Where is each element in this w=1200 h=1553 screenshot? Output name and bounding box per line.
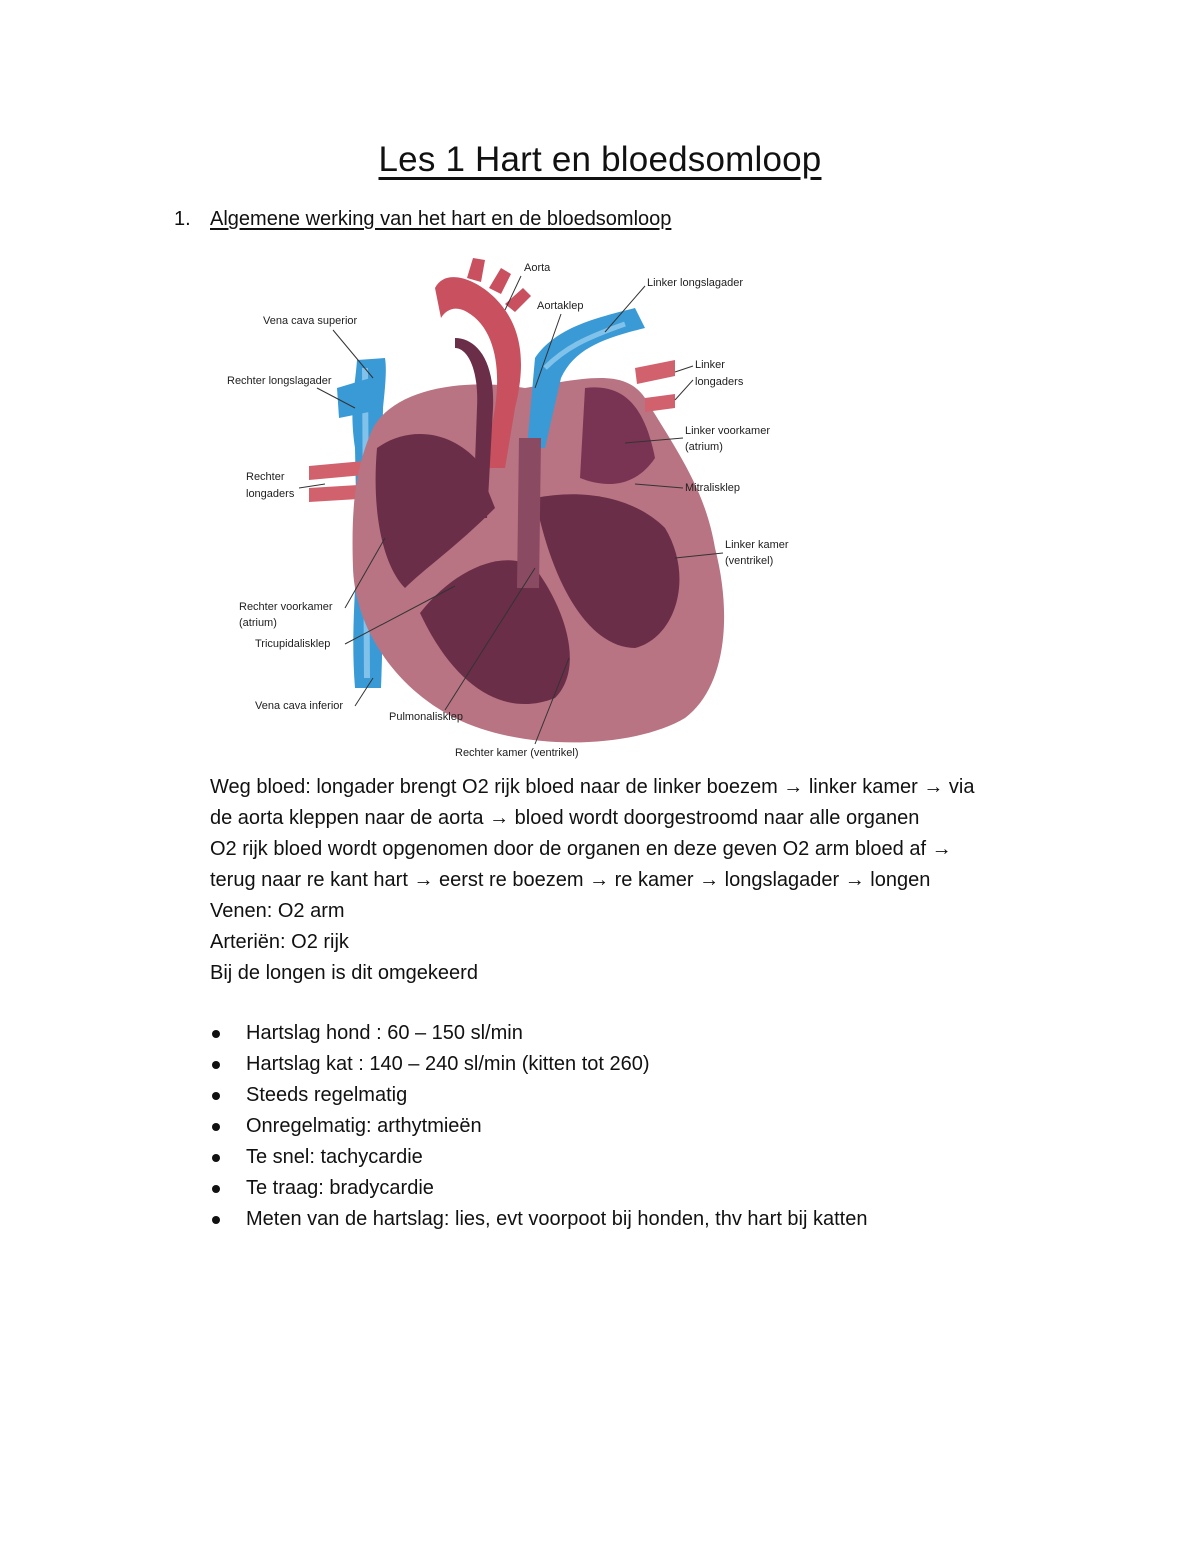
label-aorta: Aorta <box>524 262 551 274</box>
label-rechter-longaders-2: longaders <box>246 488 295 500</box>
aorta-branch-1 <box>467 258 485 282</box>
bullet-item: Meten van de hartslag: lies, evt voorpoot bij honden, thv hart bij katten <box>210 1204 867 1235</box>
paragraph-line: O2 rijk bloed wordt opgenomen door de organen en deze geven O2 arm bloed af → <box>210 838 952 860</box>
paragraph-line: terug naar re kant hart → eerst re boezem → re kamer → longslagader → longen <box>210 869 931 891</box>
section-heading <box>174 208 671 231</box>
label-vena-cava-inferior: Vena cava inferior <box>255 700 344 712</box>
label-vena-cava-superior: Vena cava superior <box>263 315 358 327</box>
paragraph-line: Venen: O2 arm <box>210 900 345 922</box>
paragraph-line: Bij de longen is dit omgekeerd <box>210 962 478 984</box>
label-rechter-voorkamer-2: (atrium) <box>239 617 277 629</box>
heart-diagram <box>205 248 805 763</box>
label-linker-voorkamer-2: (atrium) <box>685 441 723 453</box>
paragraph-line: Arteriën: O2 rijk <box>210 931 349 953</box>
bullet-item: Onregelmatig: arthytmieën <box>210 1111 867 1142</box>
bullet-item: Hartslag kat : 140 – 240 sl/min (kitten tot 260) <box>210 1049 867 1080</box>
bullet-item: Te snel: tachycardie <box>210 1142 867 1173</box>
explanation-text <box>210 772 1110 989</box>
bullet-item: Te traag: bradycardie <box>210 1173 867 1204</box>
label-linker-longslagader: Linker longslagader <box>647 277 744 289</box>
aorta-branch-2 <box>489 268 511 294</box>
septum <box>517 438 541 588</box>
paragraph-line: de aorta kleppen naar de aorta → bloed wordt doorgestroomd naar alle organen <box>210 807 920 829</box>
label-rechter-longslagader: Rechter longslagader <box>227 375 332 387</box>
label-aortaklep: Aortaklep <box>537 300 584 312</box>
aorta-branch-3 <box>505 288 531 312</box>
label-linker-voorkamer-1: Linker voorkamer <box>685 425 770 437</box>
paragraph-line: Weg bloed: longader brengt O2 rijk bloed naar de linker boezem → linker kamer → via <box>210 776 975 798</box>
heart-diagram-svg <box>205 248 805 763</box>
page-title: Les 1 Hart en bloedsomloop <box>378 140 822 179</box>
bullet-list <box>210 1018 867 1235</box>
section-heading-text: Algemene werking van het hart en de bloedsomloop <box>210 208 672 230</box>
label-pulmonalisklep: Pulmonalisklep <box>389 711 463 723</box>
section-number: 1. <box>174 208 191 230</box>
label-rechter-voorkamer-1: Rechter voorkamer <box>239 601 333 613</box>
bullet-item: Hartslag hond : 60 – 150 sl/min <box>210 1018 867 1049</box>
label-linker-longaders-2: longaders <box>695 376 744 388</box>
label-mitralisklep: Mitralisklep <box>685 482 741 494</box>
bullet-item: Steeds regelmatig <box>210 1080 867 1111</box>
label-linker-longaders-1: Linker <box>695 359 725 371</box>
label-linker-kamer-2: (ventrikel) <box>725 555 774 567</box>
label-linker-kamer-1: Linker kamer <box>725 539 789 551</box>
label-rechter-kamer: Rechter kamer (ventrikel) <box>455 747 579 759</box>
label-rechter-longaders-1: Rechter <box>246 471 285 483</box>
label-tricupidalisklep: Tricupidalisklep <box>255 638 331 650</box>
